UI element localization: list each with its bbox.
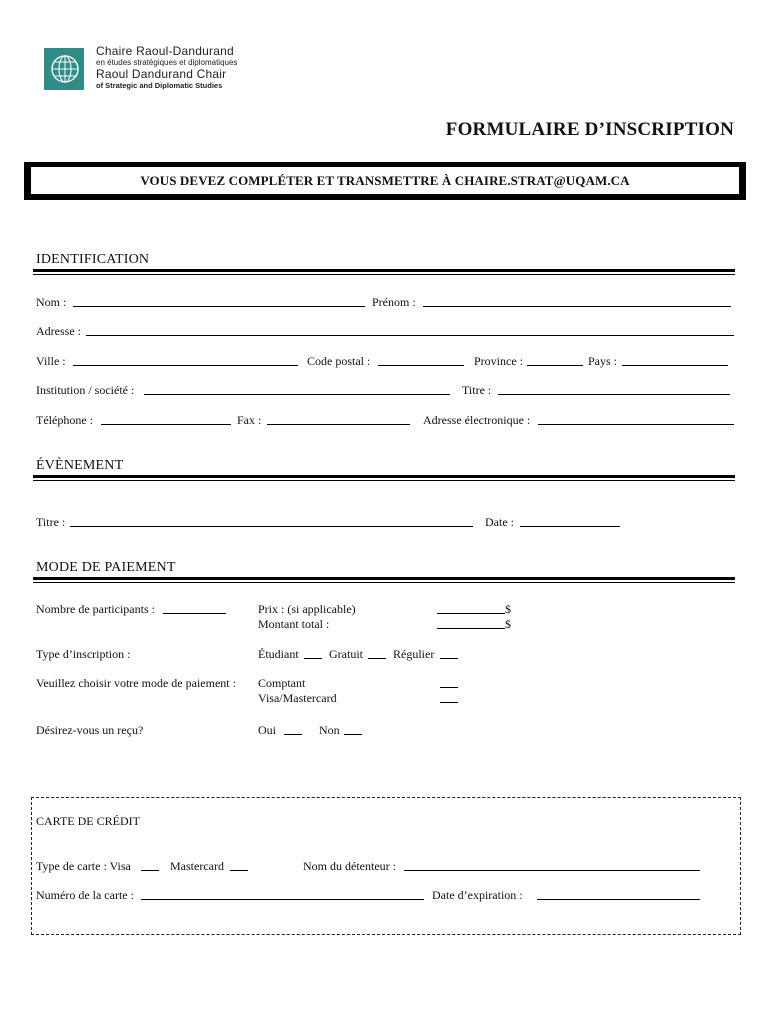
section-rule (33, 475, 735, 478)
province-field[interactable] (527, 355, 583, 366)
titre-label: Titre : (462, 383, 492, 397)
section-rule (33, 577, 735, 580)
ville-field[interactable] (73, 355, 298, 366)
prenom-field[interactable] (423, 296, 731, 307)
visa-checkbox[interactable] (141, 860, 159, 871)
fax-label: Fax : (237, 413, 262, 427)
participants-field[interactable] (163, 603, 226, 614)
detenteur-label: Nom du détenteur : (303, 859, 396, 873)
mastercard-checkbox[interactable] (230, 860, 248, 871)
comptant-label: Comptant (258, 676, 306, 690)
telephone-field[interactable] (101, 414, 231, 425)
numero-carte-field[interactable] (141, 889, 424, 900)
section-rule (33, 269, 735, 272)
gratuit-checkbox[interactable] (368, 648, 386, 659)
section-evenement-heading: ÉVÈNEMENT (36, 458, 124, 473)
regulier-checkbox[interactable] (440, 648, 458, 659)
code-postal-field[interactable] (378, 355, 464, 366)
section-rule-thin (33, 480, 735, 481)
pays-label: Pays : (588, 354, 618, 368)
section-paiement-heading: MODE DE PAIEMENT (36, 560, 176, 575)
mastercard-label: Mastercard (170, 859, 224, 873)
institution-field[interactable] (144, 384, 450, 395)
logo-line-3: Raoul Dandurand Chair (96, 67, 227, 81)
titre-field[interactable] (498, 384, 730, 395)
visa-mastercard-checkbox[interactable] (440, 692, 458, 703)
montant-field[interactable] (437, 618, 505, 629)
expiration-label: Date d’expiration : (432, 888, 523, 902)
detenteur-field[interactable] (404, 860, 700, 871)
type-carte-label: Type de carte : Visa (36, 859, 131, 873)
instructions-banner: VOUS DEVEZ COMPLÉTER ET TRANSMETTRE À CHAIRE.STRAT@UQAM.CA (30, 166, 740, 195)
nom-label: Nom : (36, 295, 67, 309)
section-identification-heading: IDENTIFICATION (36, 252, 150, 267)
prix-field[interactable] (437, 603, 505, 614)
pays-field[interactable] (622, 355, 728, 366)
etudiant-label: Étudiant (258, 647, 299, 661)
page-title: FORMULAIRE D’INSCRIPTION (445, 119, 734, 140)
non-checkbox[interactable] (344, 724, 362, 735)
adresse-label: Adresse : (36, 324, 81, 338)
fax-field[interactable] (267, 414, 410, 425)
section-rule-thin (33, 274, 735, 275)
participants-label: Nombre de participants : (36, 602, 155, 616)
section-rule-thin (33, 582, 735, 583)
logo-line-1: Chaire Raoul-Dandurand (96, 44, 234, 58)
mode-paiement-label: Veuillez choisir votre mode de paiement : (36, 676, 236, 690)
comptant-checkbox[interactable] (440, 677, 458, 688)
expiration-field[interactable] (537, 889, 700, 900)
courriel-field[interactable] (538, 414, 734, 425)
institution-label: Institution / société : (36, 383, 135, 397)
type-inscription-label: Type d’inscription : (36, 647, 131, 661)
courriel-label: Adresse électronique : (423, 413, 531, 427)
prix-label: Prix : (si applicable) (258, 602, 356, 616)
province-label: Province : (474, 354, 523, 368)
evenement-date-label: Date : (485, 515, 514, 529)
montant-dollar: $ (505, 617, 511, 631)
logo-line-4: of Strategic and Diplomatic Studies (96, 81, 223, 90)
nom-field[interactable] (73, 296, 365, 307)
non-label: Non (319, 723, 340, 737)
oui-checkbox[interactable] (284, 724, 302, 735)
evenement-date-field[interactable] (520, 516, 620, 527)
code-postal-label: Code postal : (307, 354, 371, 368)
prix-dollar: $ (505, 602, 511, 616)
carte-heading: CARTE DE CRÉDIT (36, 814, 140, 828)
numero-carte-label: Numéro de la carte : (36, 888, 134, 902)
evenement-titre-label: Titre : (36, 515, 66, 529)
etudiant-checkbox[interactable] (304, 648, 322, 659)
gratuit-label: Gratuit (329, 647, 363, 661)
recu-label: Désirez-vous un reçu? (36, 723, 144, 737)
regulier-label: Régulier (393, 647, 435, 661)
oui-label: Oui (258, 723, 276, 737)
evenement-titre-field[interactable] (70, 516, 473, 527)
montant-label: Montant total : (258, 617, 330, 631)
prenom-label: Prénom : (372, 295, 416, 309)
adresse-field[interactable] (86, 325, 734, 336)
telephone-label: Téléphone : (36, 413, 93, 427)
globe-logo-icon (44, 48, 84, 90)
visa-mastercard-label: Visa/Mastercard (258, 691, 337, 705)
logo-line-2: en études stratégiques et diplomatiques (96, 58, 238, 67)
ville-label: Ville : (36, 354, 66, 368)
